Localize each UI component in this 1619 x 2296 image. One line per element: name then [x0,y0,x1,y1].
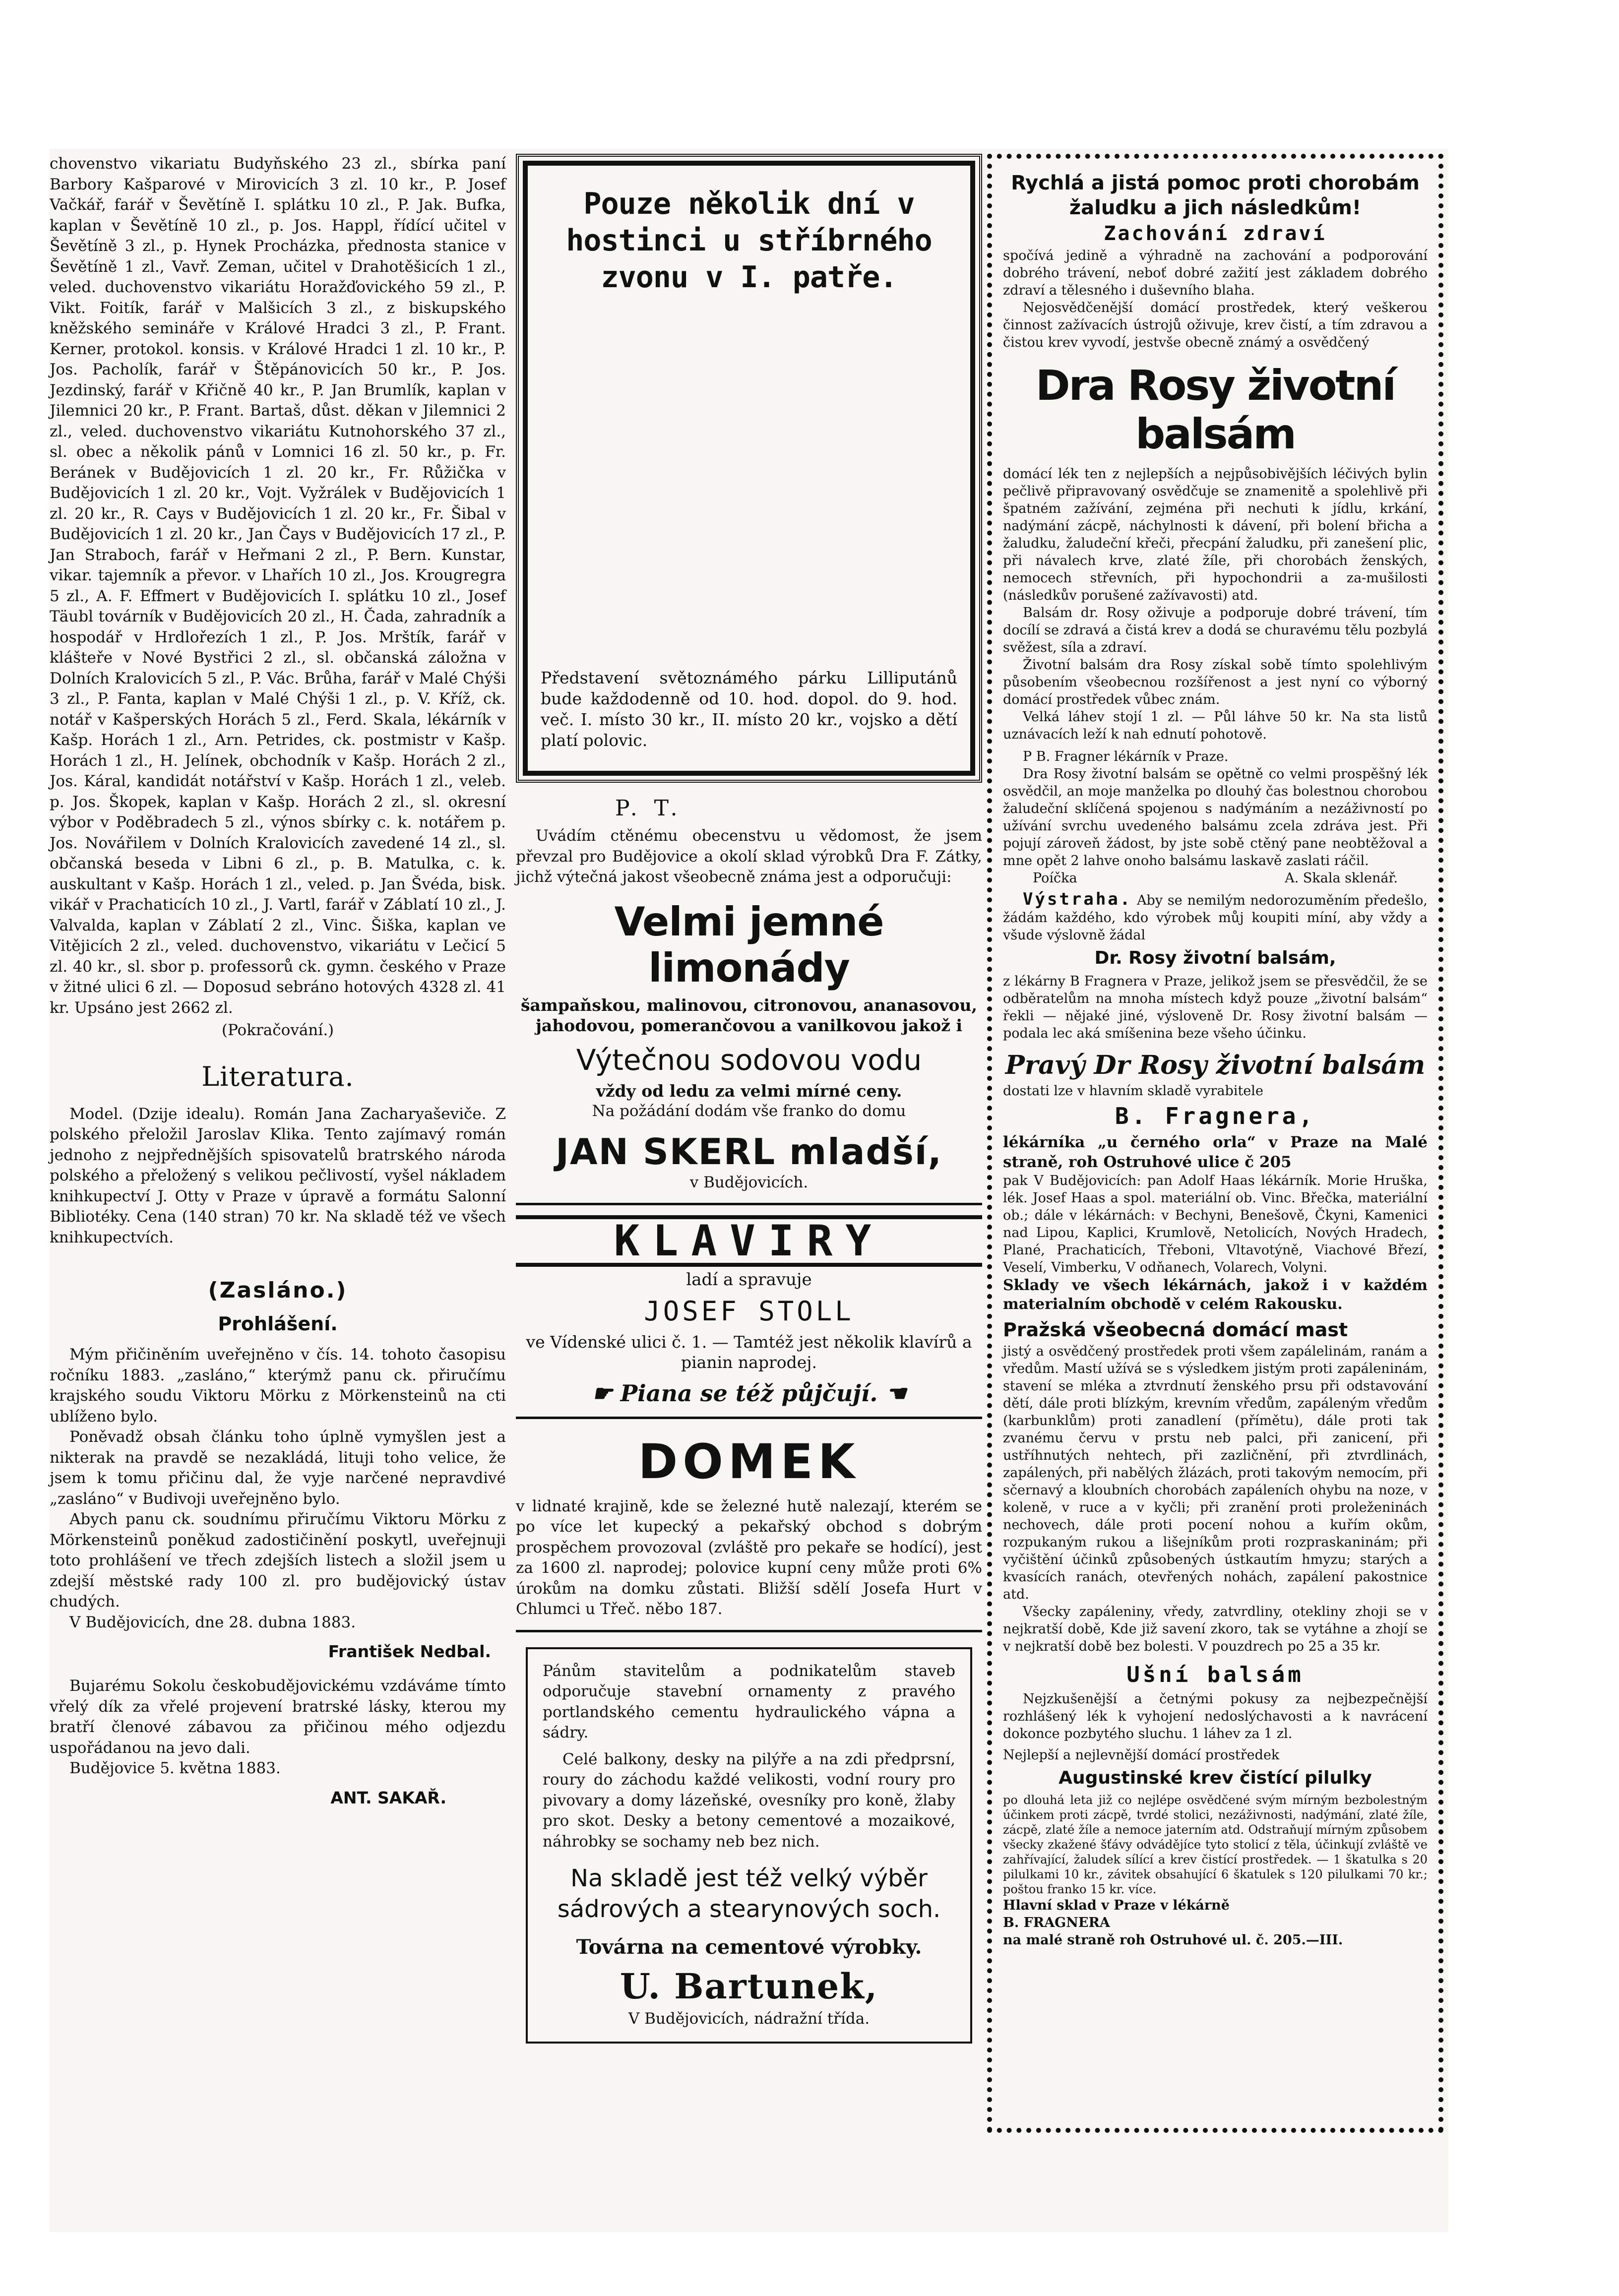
vystraha-text-2: z lékárny B Fragnera v Praze, jelikož jsem se přesvědčil, že se odběratelům na mnoha místech když pouze „životní balsám“ řekli — nějaké jiné, výsloveně Dr. Rosy životní balsám — podala lec aká smíšenina beze všeho účinku. [1003,974,1428,1041]
vystraha-text: Aby se nemilým nedorozuměním předešlo, žádám každého, kdo výrobek můj koupiti míní, aby vždy a všude výslovně žádal [1003,893,1428,943]
cement-intro: Pánům stavitelům a podnikatelům staveb odporučuje stavební ornamenty z pravého portlandského cementu hydraulického vápna a sádry. [543,1662,955,1741]
limonady-flavours: šampaňskou, malinovou, citronovou, ananasovou, jahodovou, pomerančovou a vanilkovou jakož i [520,995,978,1035]
hand-left-icon: ☛ [592,1379,621,1407]
hostinec-details: Představení světoznámého párku Lilliputánů bude každodenně od 10. hod. dopol. do 9. hod. več. I. místo 30 kr., II. místo 20 kr., vojsko a dětí platí polovic. [541,668,957,750]
balsam-price: Velká láhev stojí 1 zl. — Půl láhve 50 kr. Na sta listů uznávacích leží k nah ednutí pohotově. [1003,709,1428,742]
cement-advert [526,1647,972,2044]
fragnera-address: lékárníka „u černého orla“ v Praze na Malé straně, roh Ostruhové ulice č 205 [1003,1133,1428,1171]
pilulky-heading: Augustinské krev čistící pilulky [1059,1768,1372,1788]
balsam-letter: Dra Rosy životní balsám se opětně co velmi prospěšný lék osvědčil, an moje manželka po dlouhý čas bolestnou chorobou žaludeční sklíčená spojenou s nadýmáním a nezáživností po užívání svrchu uvedeného balsámu zcela zdráva jest. Při pojují zároveň žádost, by jste sobě ctěný pane neobtěžoval a mne opět 2 lahve onoho balsámu laskavě zaslati ráčil. [1003,766,1428,869]
klaviry-heading: KLAVIRY [516,1215,982,1267]
skerl-name: JAN SKERL mladší, [556,1130,942,1173]
donation-list: chovenstvo vikariatu Budyňského 23 zl., sbírka paní Barbory Kašparové v Mirovicích 3 zl. 10 kr., P. Josef Vačkář, farář v Ševětíně I. splátku 10 zl., P. Jak. Bufka, kaplan v Ševětíně 10 zl., p. Jos. Happl, řídící učitel v Ševětíně 3 zl., p. Hynek Procházka, přednosta stanice v Ševětíně 1 zl., Vavř. Zeman, učitel v Drahotěšicích 1 zl., veled. duchovenstvo vikariátu Horažďovického 59 zl., P. Vikt. Foitík, farář v Malšicích 3 zl., z biskupského kněžského semináře v Králové Hradci 3 zl., P. Frant. Kerner, protokol. konsis. v Králové Hradci 1 zl. 10 kr., P. Jos. Pacholík, farář v Štěpánovicích 50 kr., P. Jos. Jezdinský, farář v Křičně 40 kr., P. Jan Brumlík, kaplan v Jilemnici 20 kr., P. Frant. Bartaš, důst. děkan v Jilemnici 2 zl., veled. duchovenstvo vikariátu Kutnohorského 37 zl., sl. obec a několik pánů v Lomnici 16 zl. 50 kr., p. Fr. Beránek v Budějovicích 1 zl. 20 kr., Fr. Růžička v Budějovicích 1 zl. 20 kr., Vojt. Vyžrálek v Budějovicích 1 zl. 20 kr., R. Cays v Budějovicích 1 zl. 20 kr., Fr. Šibal v Budějovicích 1 zl. 20 kr., Jan Čays v Budějovicích 17 zl., P. Jan Straboch, farář v Heřmani 2 zl., P. Bern. Kunstar, vikar. tajemník a převor. v Lhařích 10 zl., Jos. Krougregra 5 zl., A. F. Effmert v Budějovicích I. splátku 10 zl., Josef Täubl továrník v Budějovicích 20 zl., H. Čada, zahradník a hospodář v Hrdlořezích 1 zl., P. Jos. Mrštík, farář v klášteře v Nové Bystřici 2 zl., sl. občanská záložna v Dolních Kralovicích 5 zl., P. Vác. Brůha, farář v Malé Chýši 3 zl., P. Fanta, kaplan v Malé Chýši 1 zl., p. V. Kříž, ck. notář v Kašperských Horách 5 zl., Ferd. Skala, lékárník v Kašp. Horách 1 zl., Arn. Petrides, ck. postmistr v Kašp. Horách 1 zl., H. Jelínek, obchodník v Kašp. Horách 2 zl., Jos. Káral, kandidát notářství v Kašp. Horách 1 zl., veleb. p. Jos. Škopek, kaplan v Kašp. Horách 2 zl., sl. okresní výbor v Poděbradech 5 zl., výnos sbírky c. k. notářem p. Jos. Novářilem v Dolních Kralovicích zavedené 14 zl., sl. občanská beseda v Libni 6 zl., p. B. Matulka, c. k. auskultant v Kašp. Horách 1 zl., veled. p. Jan Švéda, bisk. vikář v Prachaticích 10 zl., J. Vartl, farář v Záblatí 10 zl., J. Valvalda, kaplan v Záblatí 2 zl., Vinc. Šiška, kaplan ve Vitějicích 2 zl., veled. duchovenstvo, vikariátu v Lečicí 5 zl. 40 kr., sl. sbor p. professorů ck. gymn. českého v Praze v žitné ulici 6 zl. — Doposud sebráno hotových 4328 zl. 41 kr. Upsáno jest 2662 zl. [50,155,506,1017]
usni-text: Nejzkušenější a četnými pokusy za nejbezpečnější rozhlášený lék k vyhojení nedoslýchavosti a k navrácení dokonce pozbytého sluchu. 1 láhev za 1 zl. [1003,1691,1428,1741]
divider-1 [516,1203,982,1205]
divider-3 [516,1630,982,1632]
piana-line [516,1380,982,1407]
usni-heading: Ušní balsám [1126,1662,1304,1687]
hand-right-icon: ☚ [877,1379,906,1407]
hostinec-headline: Pouze několik dní v hostinci u stříbrného zvonu v I. patře. [566,186,932,295]
vystraha-product: Dr. Rosy životní balsám, [1094,948,1336,968]
prohlaseni-paragraph-2: Poněvadž obsah článku toho úplně vymyšlen jest a nikterak na pravdě se nezakládá, lituji toho velice, že jsem k tomu přičinu dal, že vyje narčené nepravdivé „zasláno“ v Budivoji uveřejněno bylo. [50,1428,506,1508]
balsam-text-4: Balsám dr. Rosy oživuje a podporuje dobré trávení, tím docílí se zdravá a čistá krev a dodá se churavému tělu pozbylá svěžest, síla a zdraví. [1003,605,1428,655]
pilulky-fragnera: B. FRAGNERA [1003,1915,1110,1930]
sodova-subline: vždy od ledu za velmi mírné ceny. [596,1081,902,1101]
balsam-text-2: Nejosvědčenější domácí prostředek, který veškerou činnost zažívacích ústrojů oživuje, krev čistí, a tím zdravou a čistou krev vyvodí, jestvše obecně známý a osvědčený [1003,300,1428,350]
cement-products: Celé balkony, desky na pilýře a na zdi předprsní, roury do záchodu každé velikosti, vodní roury pro pivovary a domy lázeňské, ovesníky pro koně, žlaby pro skot. Desky a betony cementové a mozaikové, náhrobky se sochamy neb bez nich. [543,1750,955,1851]
delivery-note: Na požádání dodám vše franko do domu [592,1102,906,1120]
signature-sakar: ANT. SAKAŘ. [330,1788,446,1807]
mast-heading: Pražská všeobecná domácí mast [1003,1319,1348,1341]
stoll-name: JOSEF STOLL [644,1295,854,1327]
balsam-headline: Rychlá a jistá pomoc proti chorobám žaludku a jich následkům! [1011,172,1420,219]
mast-text: jistý a osvědčený prostředek proti všem zapálelinám, ranám a vředům. Mastí užívá se s výsledkem jistým proti zapáleninám, stavení se mléka a ztvrdnutí ženského prsu při odstavování dětí, dále proti blízkým, krevním vředům, zapáleným vředům (karbunklům) proti zanadlení (přímětu), dále proti tak zvanému červu v prstu neb palci, při zanicení, při ustříhnutých nehtech, při zazličnění, při ztvrdlinách, zapálených, při nabělých žlázách, proti takovým nemocím, při sčernavý a kloubních chorobách zapáleních ohybu na noze, v koleně, v ruce a v kyčli; při zranění proti proleženinách nechovech, dále proti pocení nohou a kuřím okům, rozpukaným rukou a lišejníkům proti rozpraskaninám; při vyčištění účinků způsobených ústkautím hmyzu; starých a kvasících ranách, otevřených nohách, zapálení pakostnice atd. [1003,1344,1428,1602]
domek-heading: DOMEK [638,1433,860,1489]
skerl-city: v Budějovicích. [689,1173,809,1191]
divider-2 [516,1417,982,1419]
letter-signer: A. Skala sklenář. [1285,870,1398,886]
pilulky-intro: Nejlepší a nejlevnější domácí prostředek [1003,1747,1280,1763]
bartunek-address: V Budějovicích, nádražní třída. [628,2010,870,2028]
pilulky-address: na malé straně roh Ostruhové ul. č. 205.—III. [1003,1932,1343,1948]
sodova-heading: Výtečnou sodovou vodu [576,1043,922,1077]
signature-nedbal: František Nedbal. [328,1642,491,1661]
balsam-text-5: Životní balsám dra Rosy získal sobě tímto spolehlivým působením všeobecnou rozšířenost a jest nyní co výborný domácí prostředek vůbec znám. [1003,657,1428,707]
pilulky-depot: Hlavní sklad v Praze v lékárně [1003,1898,1230,1913]
fragnera-name: B. Fragnera, [1115,1103,1316,1129]
pilulky-text: po dlouhá leta již co nejlépe osvědčené svým mírným bezbolestným účinkem proti zácpě, tvrdé stolici, nezáživnosti, nadýmání, zlaté žíle, zácpě, zlaté žíle a nemoce jaterním atd. Odstraňují mírným způsobem všecky zkažené šťávy odvádějíce tyto stolicí z těla, účinkují zvláště ve zahřívající, žaludek sílící a krev čistící prostředek. — 1 škatulka s 20 pilulkami 10 kr., závitek obsahující 6 škatulek s 120 pilulkami 70 kr.; poštou franko 15 kr. více. [1003,1793,1428,1896]
cement-factory: Továrna na cementové výrobky. [576,1935,922,1959]
limonady-heading: Velmi jemné limonády [614,898,884,991]
column-right [987,154,1443,2133]
cement-stock: Na skladě jest též velký výběr sádrových a stearynových soch. [557,1864,941,1923]
column-middle [516,154,982,2044]
literature-text: Model. (Dzije idealu). Román Jana Zacharyaševiče. Z polského přeložil Jaroslav Klika. Tento zajímavý román jednoho z nejpřednějších spisovatelů bratrského národa polského a přeložený s velikou pečlivostí, vyšel nákladem knihkupectví J. Otty v Praze v úpravě a formátu Salonní Bibliotéky. Cena (140 stran) 70 kr. Na skladě též ve všech knihkupectvích. [50,1105,506,1246]
sokol-date: Budějovice 5. května 1883. [69,1759,281,1777]
stoll-address: ve Vídenské ulici č. 1. — Tamtéž jest několik klavírů a pianin naprodej. [526,1332,972,1372]
zaslano-heading: (Zasláno.) [208,1278,348,1303]
balsam-text-3: domácí lék ten z nejlepších a nejpůsobivějších léčivých bylin pečlivě připravovaný osvědčuje se znamenitě a spolehlivě při špatném zažívání, zejména při nechuti k jídlu, krkání, nadýmání zácpě, náchylnosti k dávení, při bolení břicha a žaludku, žaludeční křeči, přecpání žaludku, při zanešení plic, při návalech krve, zlaté žíle, při chorobách ženských, nemocech střevních, při hypochondrii a za-mušilosti (následkův porušené zažívavosti) atd. [1003,466,1428,603]
vystraha-block [1003,891,1428,944]
literature-heading: Literatura. [201,1060,354,1092]
prohlaseni-date: V Budějovicích, dne 28. dubna 1883. [69,1613,356,1631]
letter-place: Poíčka [1033,870,1077,886]
balsam-title: Dra Rosy životní balsám [1035,361,1395,458]
depots-note: Sklady ve všech lékárnách, jakož i v každém materialním obchodě v celém Rakousku. [1003,1277,1428,1313]
balsam-letter-head: P B. Fragner lékárník v Praze. [1023,749,1229,764]
piana-text: Piana se též půjčují. [620,1379,878,1407]
zachovani-heading: Zachování zdraví [1104,222,1327,245]
pt-heading: P. T. [615,796,683,821]
prohlaseni-heading: Prohlášení. [218,1313,338,1335]
pt-text: Uvádím ctěnému obecenstvu u vědomost, že jsem převzal pro Budějovice a okolí sklad výrobků Dra F. Zátky, jichž výtečná jakost všeobecně známa jest a odporučuji: [516,827,982,886]
bartunek-name: U. Bartunek, [620,1966,878,2007]
continued-note: (Pokračování.) [221,1021,334,1039]
vystraha-heading: Výstraha. [1023,889,1132,909]
balsam-letter-sign [1003,869,1428,887]
depots-list: pak V Budějovicích: pan Adolf Haas lékárník. Morie Hruška, lék. Josef Haas a spol. materiální ob. Vinc. Břečka, materiální ob.; dále v lékárnách: v Bechyni, Benešově, Čkyni, Kamenici nad Lipou, Kaplici, Krumlově, Netolicích, Nových Hradech, Plané, Prachaticích, Třeboni, Vltavotýně, Viachové Březí, Veselí, Vimberku, V odňanech, Volarech, Volyni. [1003,1173,1428,1275]
domek-text: v lidnaté krajině, kde se železné hutě nalezají, kterém se po více let kupecký a pekařský obchod s dobrým prospěchem provozoval (zvláště pro pekaře se hodící), jest za 1600 zl. naprodej; polovice kupní ceny může proti 6% úrokům na domku zůstati. Bližší sdělí Josefa Hurt v Chlumci u Třeč. něbo 187. [516,1497,982,1618]
klaviry-ladi: ladí a spravuje [686,1270,812,1290]
sokol-thanks: Bujarému Sokolu českobudějovickému vzdáváme tímto vřelý dík za vřelé projevení bratrské lásky, kterou my bratří členové zábavou za přičinou mého odjezdu uspořádanou na jevo dali. [50,1677,506,1757]
balsam-advert [987,154,1443,2133]
prohlaseni-paragraph-1: Mým přičiněním uveřejněno v čís. 14. tohoto časopisu ročníku 1883. „zasláno,“ kterýmž panu ck. přiručímu krajského soudu Viktoru Mörku z Mörkensteinů na cti ublíženo bylo. [50,1346,506,1426]
column-left [50,154,506,1822]
mast-text-2: Všecky zapáleniny, vředy, zatvrdliny, otekliny zhoji se v nejkratší době, Kde již savení zkoro, tak se vytáhne a zhojí se v nejkratší době bez bolesti. V pouzdrech po 25 a 35 kr. [1003,1604,1428,1654]
prohlaseni-paragraph-3: Abych panu ck. soudnímu přiručímu Viktoru Mörku z Mörkensteinů poněkud zadostičinění poskytl, uveřejnuji toto prohlášení ve třech zdejších listech a složil jsem u zdejší městské rady 100 zl. pro budějovický ústav chudých. [50,1510,506,1611]
pravy-sub: dostati lze v hlavním skladě vyrabitele [1003,1083,1263,1099]
pravy-balsam: Pravý Dr Rosy životní balsám [1005,1050,1426,1080]
hostinec-advert [523,161,975,776]
balsam-text-1: spočívá jedině a výhradně na zachování a podporování dobrého trávení, neboť dobré zažití jest základem dobrého zdraví a tělesného i duševního blaha. [1003,248,1428,298]
